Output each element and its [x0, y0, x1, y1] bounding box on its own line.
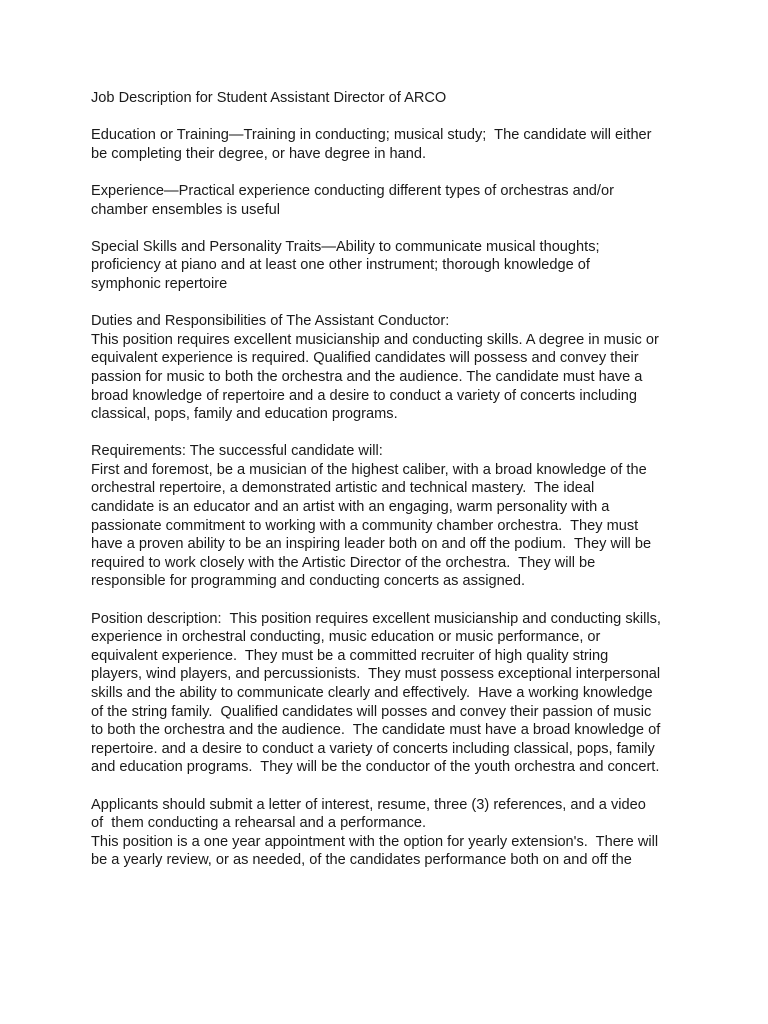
skills-line-1: Special Skills and Personality Traits—Ability to communicate musical thoughts;	[91, 238, 600, 255]
document-body	[91, 89, 691, 870]
education-paragraph	[91, 126, 691, 163]
position-line-5: skills and the ability to communicate clearly and effectively. Have a working knowledge	[91, 685, 653, 701]
position-line-7: to both the orchestra and the audience. The candidate must have a broad knowledge of	[91, 722, 661, 739]
position-line-3: equivalent experience. They must be a committed recruiter of high quality string	[91, 647, 609, 664]
requirements-line-1: First and foremost, be a musician of the highest caliber, with a broad knowledge of the	[91, 461, 647, 478]
duties-paragraph	[91, 312, 691, 424]
skills-line-3: symphonic repertoire	[91, 275, 228, 292]
education-line-2: be completing their degree, or have degree in hand.	[91, 145, 427, 162]
requirements-line-7: responsible for programming and conducting concerts as assigned.	[91, 573, 526, 590]
requirements-line-5: have a proven ability to be an inspiring leader both on and off the podium. They will be	[91, 536, 652, 553]
appointment-line-2: be a yearly review, or as needed, of the candidates performance both on and off the	[91, 852, 632, 869]
requirements-heading: Requirements: The successful candidate will:	[91, 443, 383, 460]
position-line-9: and education programs. They will be the conductor of the youth orchestra and concert.	[91, 759, 660, 776]
requirements-line-3: candidate is an educator and an artist with an engaging, warm personality with a	[91, 499, 610, 516]
duties-line-2: equivalent experience is required. Qualified candidates will possess and convey their	[91, 350, 639, 367]
position-line-6: of the string family. Qualified candidates will posses and convey their passion of music	[91, 703, 652, 720]
position-line-8: repertoire. and a desire to conduct a variety of concerts including classical, pops, family	[91, 740, 655, 757]
duties-line-4: broad knowledge of repertoire and a desire to conduct a variety of concerts including	[91, 387, 637, 404]
appointment-paragraph	[91, 833, 691, 870]
position-line-2: experience in orchestral conducting, music education or music performance, or	[91, 629, 601, 646]
education-line-1: Education or Training—Training in conducting; musical study; The candidate will either	[91, 127, 652, 144]
duties-line-3: passion for music to both the orchestra and the audience. The candidate must have a	[91, 368, 643, 385]
experience-paragraph	[91, 182, 691, 219]
appointment-line-1: This position is a one year appointment with the option for yearly extension's. There will	[91, 833, 659, 850]
document-title	[91, 89, 691, 108]
applicants-paragraph	[91, 796, 691, 833]
position-paragraph	[91, 610, 691, 777]
requirements-line-4: passionate commitment to working with a community chamber orchestra. They must	[91, 517, 639, 534]
applicants-line-1: Applicants should submit a letter of interest, resume, three (3) references, and a video	[91, 796, 646, 813]
requirements-line-6: required to work closely with the Artistic Director of the orchestra. They will be	[91, 554, 596, 571]
title-line: Job Description for Student Assistant Director of ARCO	[91, 90, 447, 106]
duties-line-1: This position requires excellent musicianship and conducting skills. A degree in music or	[91, 331, 659, 348]
duties-line-5: classical, pops, family and education programs.	[91, 406, 398, 423]
position-line-1: Position description: This position requires excellent musicianship and conducting skills,	[91, 610, 661, 627]
requirements-line-2: orchestral repertoire, a demonstrated artistic and technical mastery. The ideal	[91, 480, 595, 497]
requirements-paragraph	[91, 442, 691, 591]
skills-paragraph	[91, 238, 691, 294]
experience-line-1: Experience—Practical experience conducting different types of orchestras and/or	[91, 182, 614, 199]
position-line-4: players, wind players, and percussionists. They must possess exceptional interpersonal	[91, 666, 661, 683]
experience-line-2: chamber ensembles is useful	[91, 201, 280, 218]
duties-heading: Duties and Responsibilities of The Assistant Conductor:	[91, 313, 450, 330]
applicants-line-2: of them conducting a rehearsal and a performance.	[91, 815, 427, 832]
skills-line-2: proficiency at piano and at least one other instrument; thorough knowledge of	[91, 257, 590, 274]
